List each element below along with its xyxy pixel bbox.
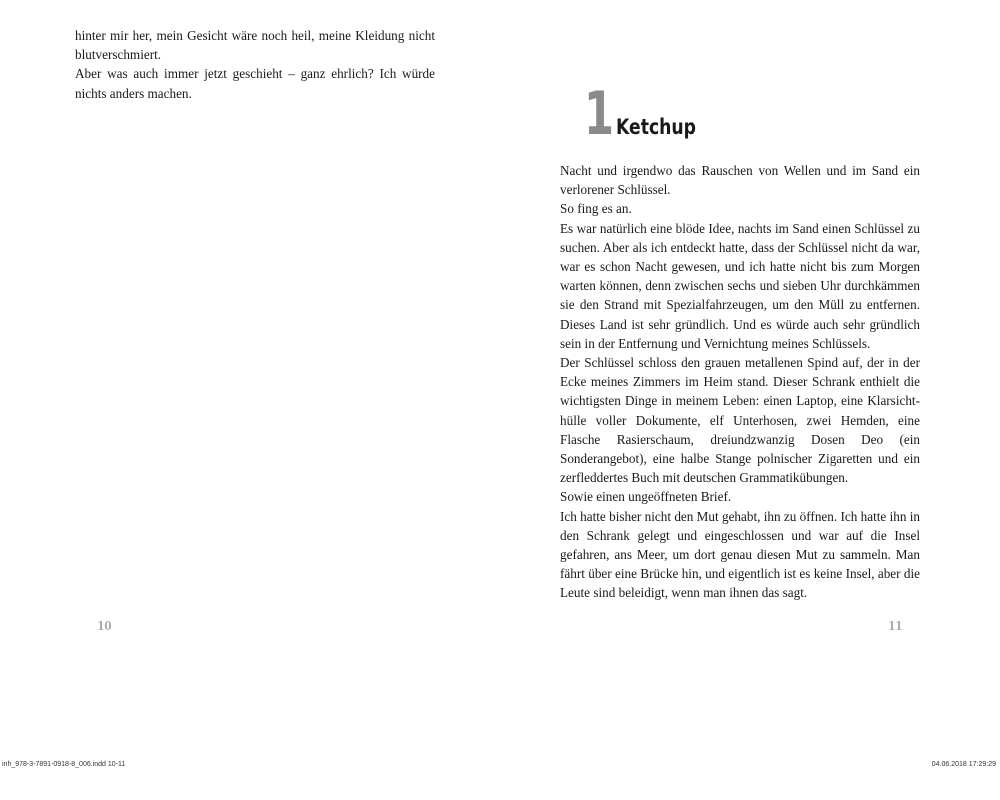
left-page-text [75,26,435,103]
page-number-left: 10 [97,619,112,633]
paragraph: So fing es an. [560,201,632,217]
paragraph: Aber was auch immer jetzt geschieht – ganz ehrlich? Ich würde nichts anders machen. [75,66,435,101]
print-slug-datetime: 04.06.2018 17:29:29 [931,761,996,768]
paragraph: Sowie einen ungeöffneten Brief. [560,489,732,505]
chapter-heading [584,79,714,149]
paragraph: Es war natürlich eine blöde Idee, nachts im Sand einen Schlüssel zu suchen. Aber als ich entdeckt hatte, dass der Schlüssel nicht da war, war es schon Nacht gewesen, und ich hatte nicht bis zum Morgen warten können, denn zwischen sechs und sieben Uhr durchkämmen sie den Strand mit Spezialfahrzeugen, um den Müll zu entfernen. Dieses Land ist sehr gründlich. Und es würde auch sehr gründlich sein in der Entfernung und Vernichtung meines Schlüssels. [560,220,920,351]
chapter-title: Ketchup [616,115,697,139]
print-slug-filename: inh_978-3-7891-0918-8_006.indd 10-11 [2,761,126,768]
right-page [500,0,1000,800]
paragraph: Ich hatte bisher nicht den Mut gehabt, ihn zu öffnen. Ich hatte ihn in den Schrank gelegt und eingeschlossen und war auf die Insel gefahren, ans Meer, um dort genau diesen Mut zu sammeln. Man fährt über eine Brücke hin, und eigentlich ist es keine Insel, aber die Leute sind beleidigt, wenn man ihnen das sagt. [560,508,920,601]
page-number-right: 11 [888,619,903,633]
right-page-text [560,161,920,603]
chapter-number: 1 [584,79,613,149]
paragraph: hinter mir her, mein Gesicht wäre noch heil, meine Kleidung nicht blutverschmiert. [75,28,435,63]
paragraph: Nacht und irgendwo das Rauschen von Wellen und im Sand ein verlorener Schlüssel. [560,163,920,198]
paragraph: Der Schlüssel schloss den grauen metallenen Spind auf, der in der Ecke meines Zimmers im Heim stand. Dieser Schrank enthielt die wichtigsten Dinge in meinem Leben: einen Laptop, eine Klarsichthülle voller Dokumente, elf Unterhosen, zwei Hemden, eine Flasche Rasierschaum, dreiundzwanzig Dosen Deo (ein Sonderangebot), eine halbe Stange polnischer Zigaretten und ein zerfleddertes Buch mit deutschen Grammatikübungen. [560,355,920,486]
